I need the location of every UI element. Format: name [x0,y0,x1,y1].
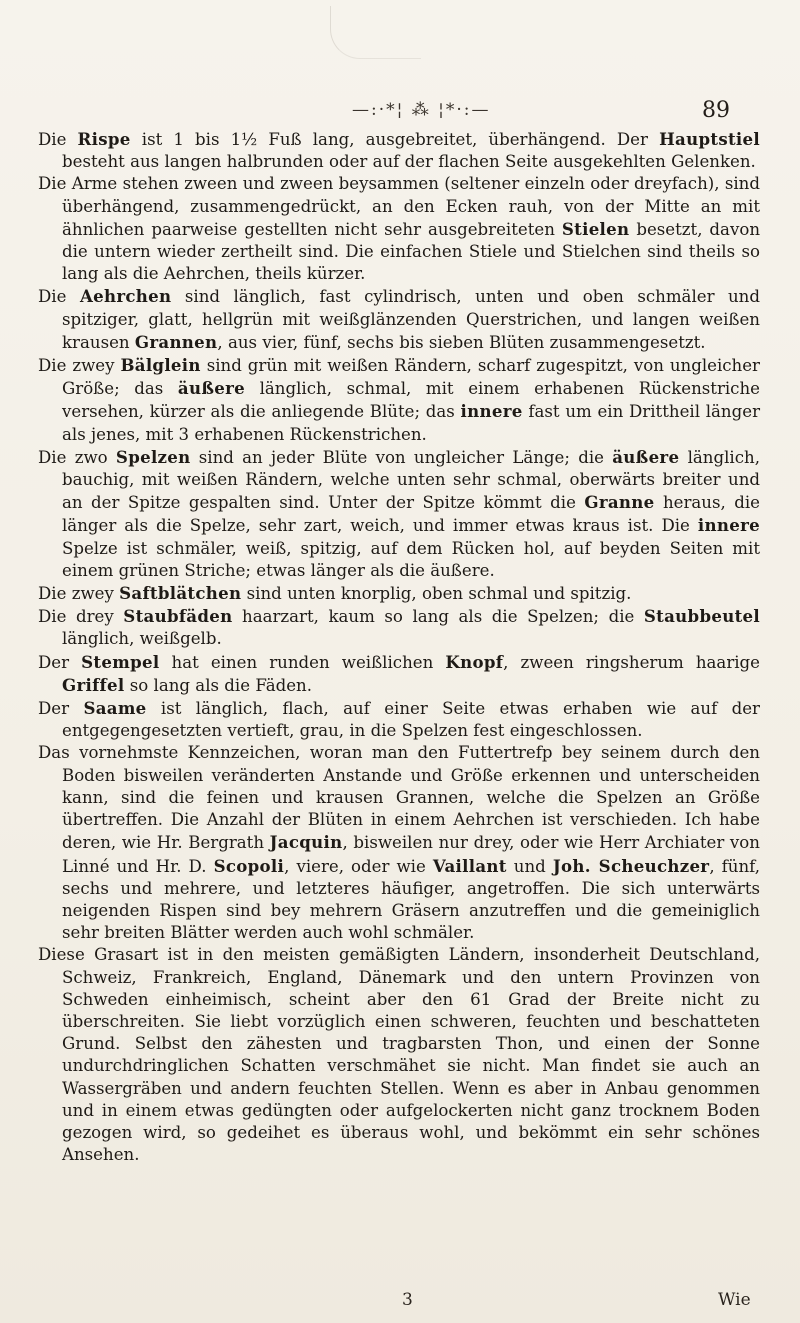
lemma-term: Aehrchen [79,286,172,307]
lemma-term: Rispe [77,129,131,149]
paragraph-text: Die zwo [38,447,116,467]
header-ornament: —:·*¦ ⁂ ¦*·:— [352,100,491,120]
paragraph-text: Das vornehmste Kennzeichen, woran man den Futtertrefp bey seinem durch den Boden bisweilen veränderten Anstande und Größe erkennen und unterscheiden kann, sind die feinen und krausen Grannen, welche die Spelzen an Größe übertreffen. Die Anzahl der Blüten in einem Aehrchen ist verschieden. Ich habe deren, wie Hr. Bergrath [38,743,760,853]
paragraph [38,173,760,285]
paragraph-text: hat einen runden weißlichen [159,652,446,672]
lemma-term: Bälglein [120,355,201,376]
paragraph [38,128,760,173]
lemma-term: Stielen [561,218,630,239]
paragraph-text: , fünf, sechs und mehrere, und letzteres häufiger, angetroffen. Die sich unterwärts neigenden Rispen sind bey mehrern Gräsern anzutreffen und die gemeiniglich sehr breiten Blätter werden auch wohl schmäler. [62,856,761,943]
lemma-term: Griffel [62,674,125,695]
paragraph [38,742,760,944]
paragraph-text: Die drey [38,607,124,627]
paragraph-text: sind an jeder Blüte von ungleicher Länge; die [190,447,613,467]
paragraph-text: , zween ringsherum haarige [503,652,760,672]
paragraph [38,605,760,650]
paragraph-text: ist 1 bis 1½ Fuß lang, ausgebreitet, überhängend. Der [130,130,660,149]
paragraph-text: Die [38,130,78,149]
paragraph-text: ist länglich, flach, auf einer Seite etwas erhaben wie auf der entgegengesetzten vertieft, grau, in die Spelzen fest eingeschlossen. [62,699,760,741]
lemma-term: Granne [584,492,655,513]
paragraph-text: , aus vier, fünf, sechs bis sieben Blüten zusammengesetzt. [217,332,706,352]
paragraph-text: Die zwey [38,584,120,604]
page-footer [0,1290,800,1314]
lemma-term: Vaillant [432,855,507,876]
paragraph-text: Spelze ist schmäler, weiß, spitzig, auf dem Rücken hol, auf beyden Seiten mit einem grünen Striche; etwas länger als die äußere. [62,538,760,580]
paragraph-text: , viere, oder wie [284,856,433,876]
paragraph-text: Die zwey [38,356,121,376]
lemma-term: Scopoli [213,855,285,876]
paragraph-text: Der [38,699,84,719]
page-number: 89 [702,98,730,123]
paragraph [38,582,760,605]
lemma-term: Joh. Scheuchzer [552,855,710,876]
paper-crease [330,6,421,59]
paragraph-text: haarzart, kaum so lang als die Spelzen; die [232,607,644,627]
paragraph-text: länglich, weißgelb. [62,629,222,649]
lemma-term: äußere [612,446,680,467]
lemma-term: Saame [83,698,147,719]
lemma-term: Jacquin [269,832,343,853]
paragraph-text: besteht aus langen halbrunden oder auf der flachen Seite ausgekehlten Gelenken. [62,152,756,172]
lemma-term: äußere [177,378,245,399]
paragraph-text: sind länglich, fast cylindrisch, unten und oben schmäler und spitziger, glatt, hellgrün mit weißglänzenden Querstrichen, und langen weißen krausen [62,287,760,352]
lemma-term: Saftblätchen [119,583,242,604]
paragraph [38,285,760,354]
paragraph-text: sind unten knorplig, oben schmal und spitzig. [241,584,632,604]
paragraph-text: fast um ein Drittheil länger als jenes, mit 3 erhabenen Rückenstrichen. [62,402,760,444]
paragraph [38,446,760,582]
lemma-term: innere [460,401,523,422]
paragraph [38,944,760,1166]
paragraph-text: besetzt, davon die untern wieder zertheilt sind. Die einfachen Stiele und Stielchen sind theils so lang als die Aehrchen, theils kürzer. [62,219,761,284]
catchword: Wie [718,1290,751,1310]
lemma-term: Stempel [81,651,160,672]
paragraph-text: länglich, bauchig, mit weißen Rändern, welche unten sehr schmal, oberwärts breiter und an der Spitze gespalten sind. Unter der Spitze kömmt die [62,447,760,513]
paragraph [38,697,760,742]
paragraph-text: Der [38,652,82,672]
paragraph-text: , bisweilen nur drey, oder wie Herr Archiater von Linné und Hr. D. [62,833,760,876]
paragraph [38,651,760,697]
paragraph-text: länglich, schmal, mit einem erhabenen Rückenstriche versehen, kürzer als die anliegende Blüte; das [62,379,760,422]
paragraph-text: Diese Grasart ist in den meisten gemäßigten Ländern, insonderheit Deutschland, Schweiz, Frankreich, England, Dänemark und den untern Provinzen von Schweden einheimisch, scheint aber den 61 Grad der Breite nicht zu überschreiten. Sie liebt vorzüglich einen schweren, feuchten und beschatteten Grund. Selbst den zähesten und tragbarsten Thon, und einen der Sonne undurchdringlichen Schatten verschmähet sie nicht. Man findet sie auch an Wassergräben und andern feuchten Stellen. Wenn es aber in Anbau genommen und in einem etwas gedüngten oder aufgelockerten nicht ganz trocknem Boden gezogen wird, so gedeihet es überaus wohl, und bekömmt ein sehr schönes Ansehen. [38,945,760,1165]
running-header [0,98,800,128]
body-text [38,128,760,1166]
paragraph-text: Die Arme stehen zween und zween beysammen (seltener einzeln oder dreyfach), sind überhängend, zusammengedrückt, an den Ecken rauh, von der Mitte an mit ähnlichen paarweise gestellten nicht sehr ausgebreiteten [38,174,760,239]
paragraph-text: heraus, die länger als die Spelze, sehr zart, weich, und immer etwas kraus ist. Die [62,493,760,536]
signature-mark: 3 [402,1290,413,1310]
lemma-term: Grannen [134,331,218,352]
lemma-term: Hauptstiel [659,129,760,149]
paragraph-text: so lang als die Fäden. [124,675,313,695]
lemma-term: Staubfäden [123,606,233,627]
lemma-term: innere [697,515,760,536]
paragraph-text: sind grün mit weißen Rändern, scharf zugespitzt, von ungleicher Größe; das [62,356,760,399]
paragraph [38,354,760,446]
lemma-term: Knopf [445,651,504,672]
lemma-term: Spelzen [115,446,191,467]
lemma-term: Staubbeutel [643,606,760,627]
paragraph-text: und [506,856,553,876]
paragraph-text: Die [38,287,80,307]
